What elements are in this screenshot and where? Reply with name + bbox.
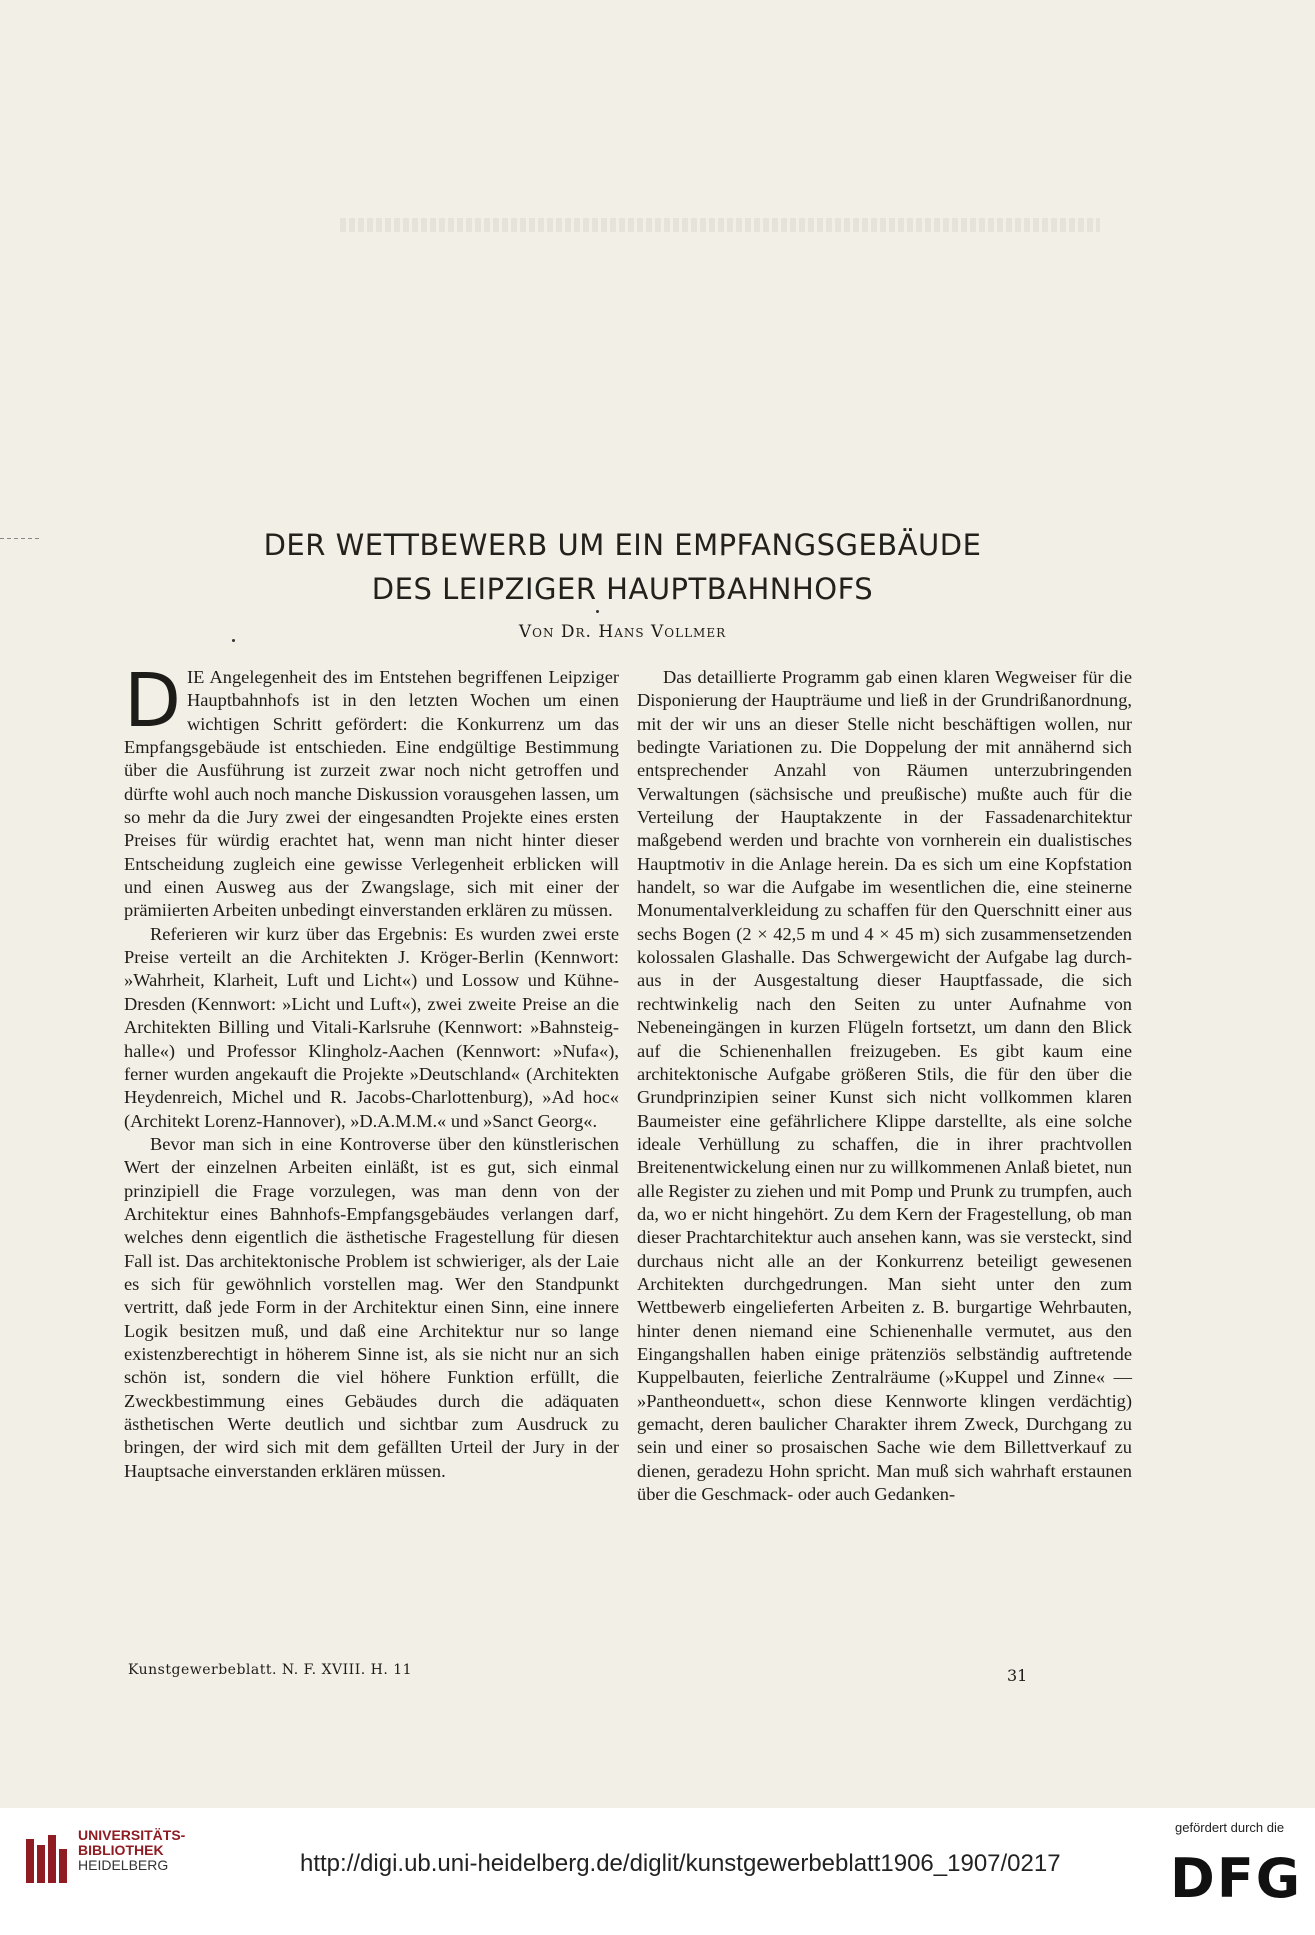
- left-column: [124, 658, 619, 1483]
- page-number: 31: [1007, 1666, 1028, 1685]
- uni-line: UNIVERSITÄTS-: [78, 1827, 186, 1843]
- paragraph: [124, 658, 619, 923]
- paragraph-text: IE Angelegenheit des im Entstehen begriffenen Leipziger Hauptbahnhofs ist in den letzten Wochen um einen wichtigen Schritt gefördert: die Konkurrenz um das Empfangsgebäude ist entschieden. Eine endgültige Bestimmung über die Ausführung ist zurzeit zwar noch nicht getroffen und dürfte wohl auch noch manche Diskussion vorausgehen lassen, um so mehr da die Jury zwei der eingesandten Projekte eines ersten Preises für würdig erachtet hat, wenn man nicht hinter dieser Entscheidung zugleich eine gewisse Verlegenheit erblicken will und einen Ausweg aus der Zwangslage, sich mit einer der prämiierten Arbeiten unbedingt einverstanden erklären zu müssen.: [124, 667, 619, 921]
- journal-reference: Kunstgewerbeblatt. N. F. XVIII. H. 11: [128, 1662, 413, 1678]
- bleed-through-text: [340, 218, 1100, 232]
- right-column: [637, 666, 1132, 1506]
- paragraph: Referieren wir kurz über das Ergebnis: Es wurden zwei erste Preise verteilt an die Architekten J. Kröger-Berlin (Kennwort: »Wahrheit, Klarheit, Luft und Licht«) und Lossow und Kühne-Dresden (Kennwort: »Licht und Luft«), zwei zweite Preise an die Architekten Billing und Vitali-Karlsruhe (Kennwort: »Bahnsteighalle«) und Professor Klingholz-Aachen (Kennwort: »Nufa«), ferner wurden angekauft die Projekte »Deutschland« (Architekten Heydenreich, Michel und R. Jacobs-Charlottenburg), »Ad hoc« (Architekt Lorenz-Hannover), »D.A.M.M.« und »Sanct Georg«.: [124, 923, 619, 1131]
- university-library-logo-icon: [24, 1833, 72, 1891]
- permalink-url[interactable]: http://digi.ub.uni-heidelberg.de/diglit/kunstgewerbeblatt1906_1907/0217: [300, 1850, 1061, 1877]
- speck: [596, 610, 599, 613]
- article-title-line1: DER WETTBEWERB UM EIN EMPFANGSGEBÄUDE: [263, 528, 982, 562]
- uni-line: BIBLIOTHEK: [78, 1842, 164, 1858]
- paragraph: Bevor man sich in eine Kontroverse über den künstlerischen Wert der einzelnen Arbeiten einläßt, ist es gut, sich einmal prinzipiell die Frage vorzulegen, was man denn von der Architektur eines Bahnhofs-Empfangsgebäudes verlangen darf, welches denn eigentlich die ästhetische Fragestellung für diesen Fall ist. Das architektonische Problem ist schwieriger, als der Laie es sich für gewöhnlich vorstellen mag. Wer den Standpunkt vertritt, daß jede Form in der Architektur einen Sinn, eine innere Logik besitzen muß, und daß eine Architektur nur so lange existenzberechtigt in höherem Sinne ist, als sie nicht nur an sich schön ist, sondern die viel höhere Funktion erfüllt, die Zweckbestimmung eines Gebäudes durch die adäquaten ästhetischen Werte deutlich und sichtbar zum Ausdruck zu bringen, der wird sich mit dem gefällten Urteil der Jury in der Hauptsache einverstanden erklären müssen.: [124, 1133, 619, 1481]
- dfg-logo[interactable]: DFG: [1170, 1847, 1303, 1910]
- byline: Von Dr. Hans Vollmer: [518, 622, 727, 642]
- drop-cap: D: [124, 658, 181, 744]
- paragraph: Das detaillierte Programm gab einen klaren Wegweiser für die Disponierung der Haupträume und ließ in der Grundrißanordnung, mit der wir uns an dieser Stelle nicht beschäftigen wollen, nur bedingte Variationen zu. Die Doppelung der mit annähernd sich entsprechender Anzahl von Räumen unterzubringenden Verwaltungen (sächsische und preußische) mußte auch für die Verteilung der Hauptakzente in der Fassadenarchitektur maßgebend werden und brachte von vornherein ein dualistisches Hauptmotiv in die Anlage herein. Da es sich um eine Kopfstation handelt, so war die Aufgabe im wesentlichen die, eine steinerne Monumentalverkleidung zu schaffen für den Querschnitt einer aus sechs Bogen (2 × 42,5 m und 4 × 45 m) sich zusammensetzenden kolossalen Glashalle. Das Schwergewicht der Aufgabe lag durchaus in der Ausgestaltung dieser Hauptfassade, die sich rechtwinkelig nach den Seiten zu unter Aufnahme von Nebeneingängen in kurzen Flügeln fortsetzt, um dann den Blick auf die Schienenhallen freizugeben. Es gibt kaum eine architektonische Aufgabe größeren Stils, die für den über die Grundprinzipien seiner Kunst sich nicht vollkommen klaren Baumeister eine gefährlichere Klippe darstellte, als eine solche ideale Verhüllung zu schaffen, die in ihrer prachtvollen Breitenentwickelung einen nur zu willkommenen Anlaß bietet, nun alle Register zu ziehen und mit Pomp und Prunk zu trumpfen, auch da, wo er nicht hingehört. Zu dem Kern der Fragestellung, ob man dieser Prachtarchitektur auch ansehen kann, was sie versteckt, sind durchaus nicht alle an der Konkurrenz beteiligt gewesenen Architekten durchgedrungen. Man sieht unter den zum Wettbewerb eingelieferten Arbeiten z. B. burgartige Wehrbauten, hinter denen niemand eine Schienenhalle vermutet, aus den Eingangshallen haben einige prätenziös selbständig auftretende Kuppelbauten, feierliche Zentralräume (»Kuppel und Zinne« — »Pantheonduett«, schon diese Kennworte klingen verdächtig) gemacht, deren baulicher Charakter ihrem Zweck, Durchgang zu sein und einer so prosaischen Sache wie dem Billettverkauf zu dienen, geradezu Hohn spricht. Man muß sich wahrhaft erstaunen über die Geschmack- oder auch Gedanken-: [637, 667, 1132, 1505]
- funding-note: gefördert durch die: [1175, 1820, 1285, 1835]
- article-title-line2: DES LEIPZIGER HAUPTBAHNHOFS: [371, 572, 874, 606]
- uni-line: HEIDELBERG: [78, 1857, 169, 1873]
- university-library-name[interactable]: [78, 1828, 185, 1873]
